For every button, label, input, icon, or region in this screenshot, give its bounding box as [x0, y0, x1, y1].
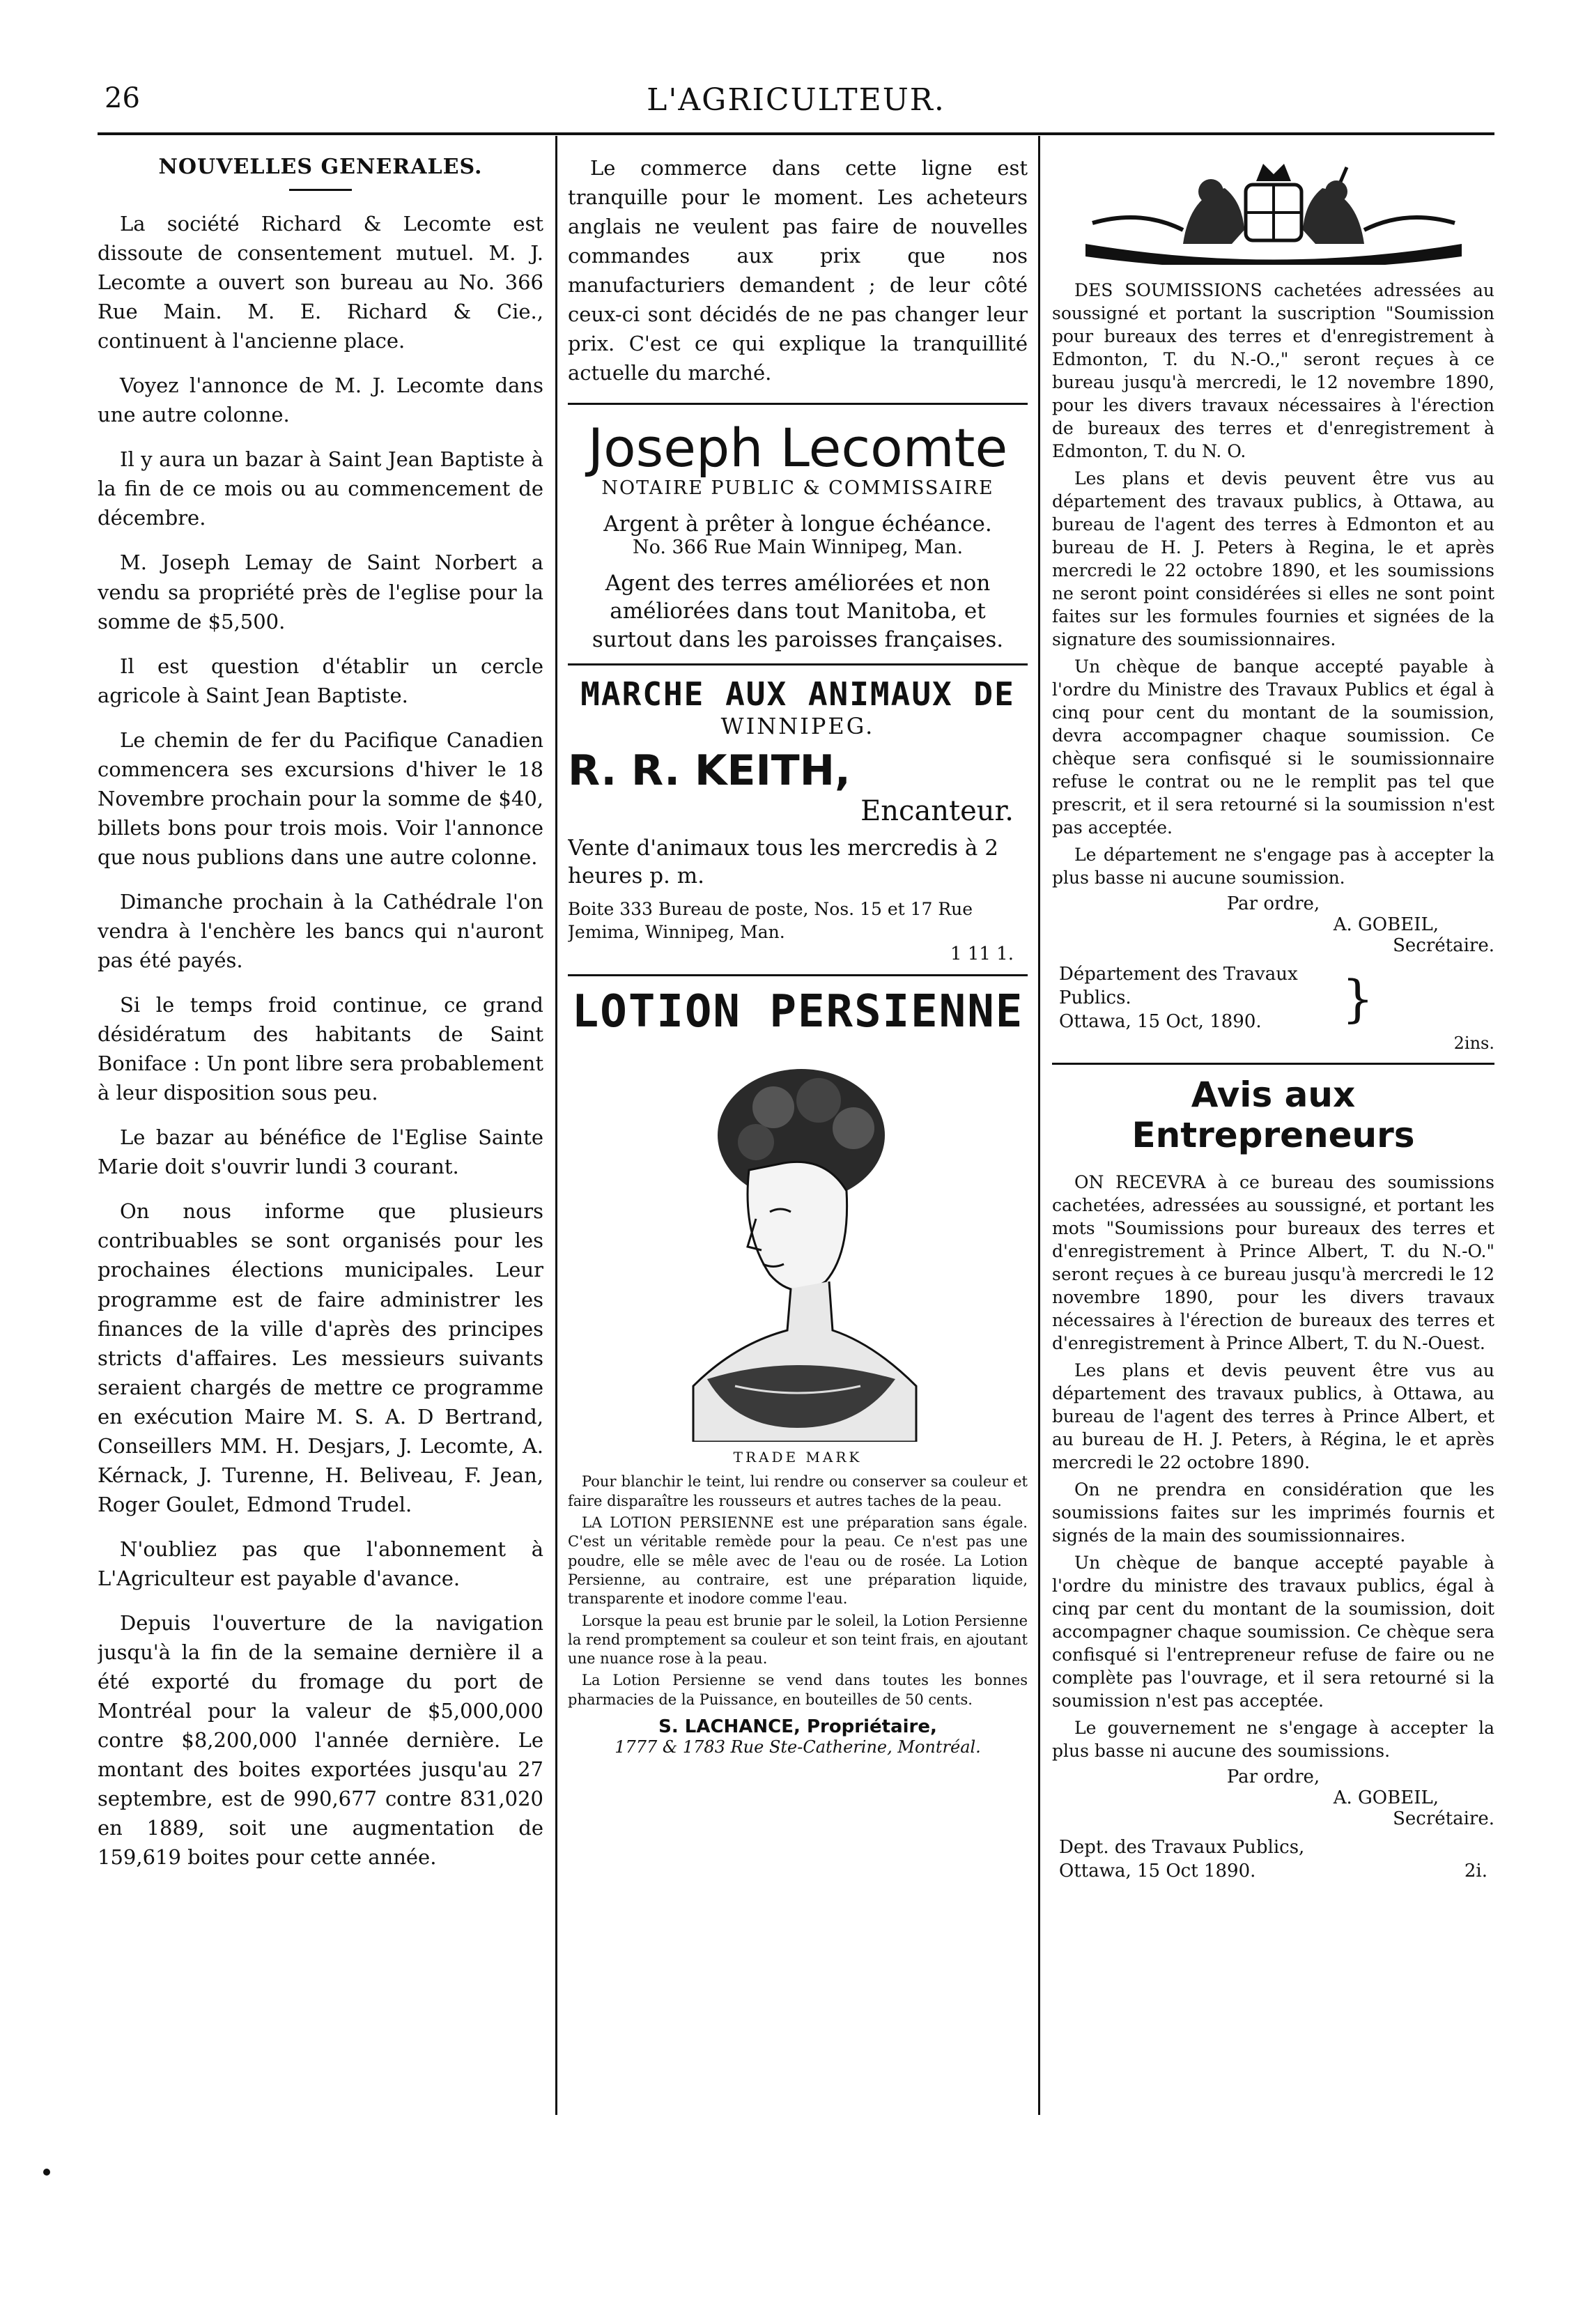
news-paragraph: Depuis l'ouverture de la navigation jusqu'à la fin de la semaine dernière il a été exporté du fromage du port de Montréal pour la valeur de $5,000,000 contre $8,200,000 l'année dernière. Le montant des boites exportées jusqu'au 27 septembre, est de 990,677 contre 831,020 en 1889, soit une augmentation de 159,619 boites pour cette année. — [98, 1610, 543, 1870]
brace-glyph: } — [1342, 969, 1374, 1028]
column-notices — [1052, 146, 1494, 2143]
dept-date: Ottawa, 15 Oct 1890. — [1059, 1861, 1256, 1882]
notice-paragraph: ON RECEVRA à ce bureau des soumissions cachetées, adressées au soussigné, et portant les mots "Soumissions pour bureaux des terres et d'enregistrement à Prince Albert, T. du N.-O." seront reçues à ce bureau jusqu'à mercredi le 12 novembre 1890, pour les divers travaux nécessaires à l'érection de bureaux des terres et d'enregistrement à Prince Albert, T. du N.-Ouest. — [1052, 1172, 1494, 1354]
short-rule — [289, 189, 352, 191]
marche-ad — [568, 675, 1028, 965]
column-news — [98, 146, 543, 2143]
separator-rule — [568, 663, 1028, 665]
royal-coat-of-arms-icon — [1079, 153, 1469, 265]
submissions-notice — [1052, 279, 1494, 889]
marche-code: 1 11 1. — [950, 944, 1014, 965]
notice-paragraph: Les plans et devis peuvent être vus au département des travaux publics, à Ottawa, au bureau de l'agent des terres à Edmonton et au bureau de H. J. Peters à Regina, le et après mercredi le 22 octobre 1890, et les soumissions ne seront point considérées si elles ne sont point faites sur les formules fournies et signées de la signature des soumissionnaires. — [1052, 468, 1494, 649]
fine-print-paragraph: LA LOTION PERSIENNE est une préparation sans égale. C'est un véritable remède pour la peau. Ce n'est pas une poudre, elle se mêle avec de l'eau ou de rosée. La Lotion Persienne, au contraire, est une préparation liquide, transparente et inodore comme l'eau. — [568, 1514, 1028, 1608]
trademark-label: TRADE MARK — [733, 1449, 863, 1466]
lotion-ad — [568, 986, 1028, 1757]
ink-dot — [43, 2169, 50, 2176]
separator-rule — [568, 403, 1028, 405]
lotion-fine-print — [568, 1472, 1028, 1709]
avis-title: Avis aux Entrepreneurs — [1131, 1075, 1415, 1156]
insertions: 2i. — [1464, 1861, 1487, 1882]
news-paragraph: La société Richard & Lecomte est dissoute de consentement mutuel. M. J. Lecomte a ouvert son bureau au No. 366 Rue Main. M. E. Richard & Cie., continuent à l'ancienne place. — [98, 212, 543, 353]
insertions: 2ins. — [1453, 1033, 1494, 1054]
fine-print-paragraph: La Lotion Persienne se vend dans toutes les bonnes pharmacies de la Puissance, en bouteilles de 50 cents. — [568, 1672, 1028, 1708]
news-paragraph: Il y aura un bazar à Saint Jean Baptiste à la fin de ce mois ou au commencement de décembre. — [98, 447, 543, 530]
marche-title: MARCHE AUX ANIMAUX DE — [580, 675, 1015, 713]
fine-print-paragraph: Pour blanchir le teint, lui rendre ou conserver sa couleur et faire disparaître les rousseurs et autres taches de la peau. — [568, 1473, 1028, 1509]
column-ads — [568, 146, 1028, 2143]
market-paragraph: Le commerce dans cette ligne est tranquille pour le moment. Les acheteurs anglais ne veulent pas faire de nouvelles commandes aux prix que nos manufacturiers demandent ; de leur côté ceux-ci sont décidés de ne pas changer leur prix. C'est ce qui explique la tranquillité actuelle du marché. — [568, 156, 1028, 385]
section-title: NOUVELLES GENERALES. — [158, 155, 483, 179]
news-paragraph: Il est question d'établir un cercle agricole à Saint Jean Baptiste. — [98, 654, 543, 707]
lecomte-ad — [568, 419, 1028, 653]
lecomte-name: Joseph Lecomte — [587, 417, 1008, 479]
news-paragraph: Dimanche prochain à la Cathédrale l'on vendra à l'enchère les bancs qui n'auront pas été payés. — [98, 889, 543, 973]
news-paragraph: Voyez l'annonce de M. J. Lecomte dans une autre colonne. — [98, 374, 543, 427]
signer-name: A. GOBEIL, — [1333, 1787, 1439, 1809]
column-divider — [555, 136, 557, 2115]
dept-name: Dept. des Travaux Publics, — [1059, 1837, 1305, 1859]
signer-name: A. GOBEIL, — [1333, 914, 1439, 935]
lecomte-address: No. 366 Rue Main Winnipeg, Man. — [632, 536, 964, 558]
separator-rule — [1052, 1063, 1494, 1065]
news-paragraph: Si le temps froid continue, ce grand désidératum des habitants de Saint Boniface : Un pont libre sera probablement à leur disposition sous peu. — [98, 993, 543, 1105]
page-title: L'AGRICULTEUR. — [647, 82, 945, 118]
par-ordre: Par ordre, — [1226, 1767, 1320, 1788]
keith-role: Encanteur. — [860, 794, 1014, 827]
lotion-title: LOTION PERSIENNE — [571, 986, 1024, 1038]
lecomte-line: Agent des terres améliorées et non améliorées dans tout Manitoba, et surtout dans les paroisses françaises. — [592, 570, 1004, 652]
dept-name: Département des Travaux Publics. — [1059, 964, 1298, 1008]
page-number: 26 — [105, 82, 140, 114]
notice-paragraph: Le gouvernement ne s'engage à accepter la plus basse ni aucune des soumissions. — [1052, 1718, 1494, 1762]
marche-city: WINNIPEG. — [720, 712, 875, 739]
notice-paragraph: Le département ne s'engage pas à accepter la plus basse ni aucune soumission. — [1052, 845, 1494, 888]
news-paragraph: On nous informe que plusieurs contribuables se sont organisés pour les prochaines élections municipales. Leur programme est de faire administrer les finances de la ville d'après des principes stricts d'affaires. Les messieurs suivants seraient chargés de mettre ce programme en exécution Maire M. S. A. D Bertrand, Conseillers MM. H. Desjars, J. Lecomte, A. Kérnack, J. Turenne, H. Beliveau, F. Jean, Roger Goulet, Edmond Trudel. — [98, 1199, 543, 1516]
notice-paragraph: DES SOUMISSIONS cachetées adressées au soussigné et portant la suscription "Soumission pour bureaux des terres et d'enregistrement à Edmonton, T. du N.-O.," seront reçues à ce bureau jusqu'à mercredi, le 12 novembre 1890, pour les divers travaux nécessaires à l'érection de bureaux des terres et d'enregistrement à Edmonton, T. du N. O. — [1052, 280, 1494, 461]
marche-sale: Vente d'animaux tous les mercredis à 2 heures p. m. — [568, 835, 998, 889]
woman-portrait-illustration — [651, 1052, 944, 1442]
par-ordre: Par ordre, — [1226, 893, 1320, 914]
marche-address: Boite 333 Bureau de poste, Nos. 15 et 17 Rue Jemima, Winnipeg, Man. — [568, 899, 973, 942]
column-divider — [1038, 136, 1040, 2115]
signer-title: Secrétaire. — [1393, 1808, 1494, 1830]
dept-block — [1059, 963, 1494, 1033]
dept-date-row — [1059, 1860, 1487, 1884]
notice-paragraph: Un chèque de banque accepté payable à l'ordre du ministre des travaux publics, égal à cinq par cent du montant de la soumission, doit accompagner chaque soumission. Ce chèque sera confisqué si l'entrepreneur refuse de faire ou ne complète pas l'ouvrage, et il sera retourné si la soumission n'est pas acceptée. — [1052, 1553, 1494, 1711]
avis-notice — [1052, 1171, 1494, 1762]
header-rule — [98, 132, 1494, 135]
keith-name: R. R. KEITH, — [568, 746, 851, 795]
separator-rule — [568, 974, 1028, 976]
news-paragraph: M. Joseph Lemay de Saint Norbert a vendu sa propriété près de l'eglise pour la somme de $5,500. — [98, 551, 543, 633]
lotion-proprietor: S. LACHANCE, Propriétaire, — [658, 1716, 937, 1738]
notice-paragraph: On ne prendra en considération que les soumissions faites sur les imprimés fournis et signés de la main des soumissionnaires. — [1052, 1479, 1494, 1546]
news-paragraph: N'oubliez pas que l'abonnement à L'Agriculteur est payable d'avance. — [98, 1537, 543, 1590]
page-header — [98, 82, 1494, 124]
fine-print-paragraph: Lorsque la peau est brunie par le soleil, la Lotion Persienne la rend promptement sa couleur et son teint frais, en ajoutant une nuance rose à la peau. — [568, 1612, 1028, 1668]
lotion-address: 1777 & 1783 Rue Ste-Catherine, Montréal. — [615, 1737, 981, 1757]
signer-title: Secrétaire. — [1393, 935, 1494, 956]
notice-paragraph: Un chèque de banque accepté payable à l'ordre du Ministre des Travaux Publics et égal à cinq pour cent du montant de la soumission, devra accompagner chaque soumission. Ce chèque sera confisqué si le soumissionnaire refuse le contrat ou ne le remplit pas tel que prescrit, et il sera retourné si la soumission n'est pas acceptée. — [1052, 656, 1494, 838]
dept-text — [1059, 963, 1338, 1033]
lecomte-line: Argent à prêter à longue échéance. — [603, 511, 992, 537]
news-paragraph: Le chemin de fer du Pacifique Canadien commencera ses excursions d'hiver le 18 Novembre prochain pour la somme de $40, billets bons pour trois mois. Voir l'annonce que nous publions dans une autre colonne. — [98, 728, 543, 869]
news-paragraph: Le bazar au bénéfice de l'Eglise Sainte Marie doit s'ouvrir lundi 3 courant. — [98, 1125, 543, 1179]
dept-date: Ottawa, 15 Oct, 1890. — [1059, 1010, 1262, 1032]
lecomte-title: NOTAIRE PUBLIC & COMMISSAIRE — [601, 477, 994, 499]
notice-paragraph: Les plans et devis peuvent être vus au département des travaux publics, à Ottawa, au bureau de l'agent des terres à Prince Albert, et au bureau de H. J. Peters, à Régina, le et après mercredi le 22 octobre 1890. — [1052, 1360, 1494, 1473]
